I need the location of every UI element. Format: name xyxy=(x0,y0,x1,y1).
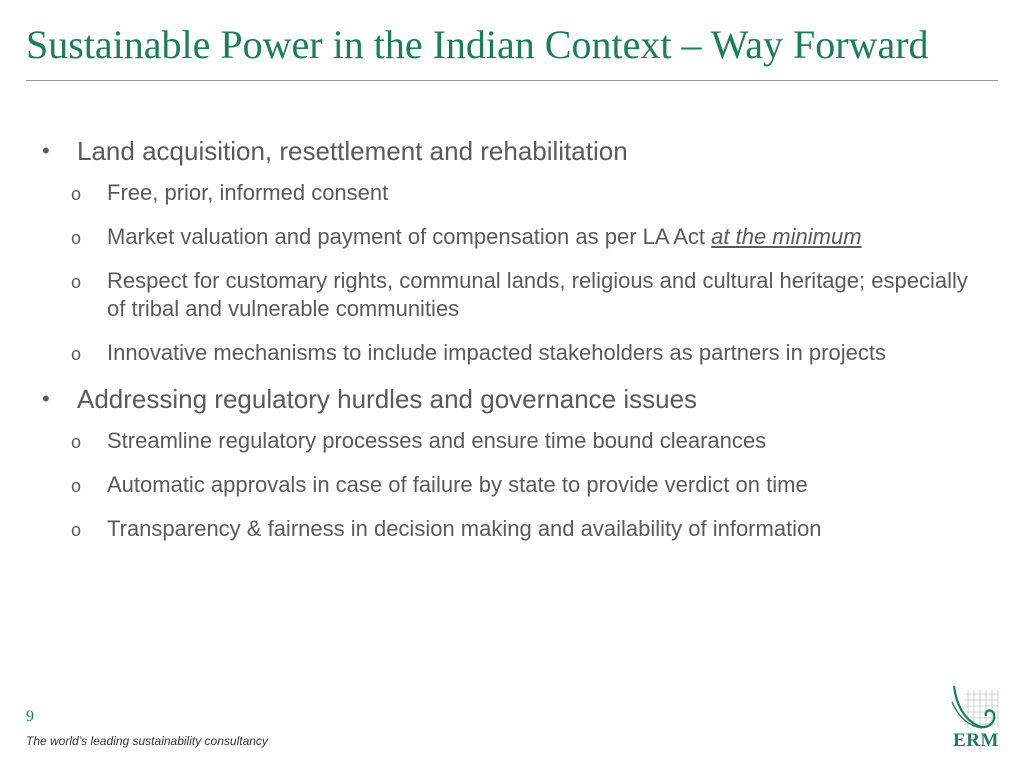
subitem xyxy=(71,339,977,367)
subitem-text: Automatic approvals in case of failure by state to provide verdict on time xyxy=(107,472,808,497)
footer-tagline: The world’s leading sustainability consultancy xyxy=(26,734,268,748)
subitem-marker: o xyxy=(71,432,82,452)
subitem-marker: o xyxy=(71,184,82,204)
subitem xyxy=(71,427,977,455)
subitem-text: Innovative mechanisms to include impacted stakeholders as partners in projects xyxy=(107,340,886,365)
subitem xyxy=(71,267,977,323)
subitem xyxy=(71,223,977,251)
subitem-text: Respect for customary rights, communal lands, religious and cultural heritage; especially of tribal and vulnerable communities xyxy=(107,268,968,321)
logo-text: ERM xyxy=(953,730,999,751)
bullet-regulatory-hurdles xyxy=(40,383,980,415)
subitem-emphasis: at the minimum xyxy=(711,224,862,249)
subitem-marker: o xyxy=(71,520,82,540)
subitem-text: Free, prior, informed consent xyxy=(107,180,389,205)
slide-body xyxy=(40,135,980,559)
subitem xyxy=(71,471,977,499)
bullet-text: Addressing regulatory hurdles and governance issues xyxy=(77,384,698,414)
subitem-marker: o xyxy=(71,228,82,248)
subitem-text: Streamline regulatory processes and ensure time bound clearances xyxy=(107,428,767,453)
subitem-text: Market valuation and payment of compensation as per LA Act xyxy=(107,224,712,249)
bullet-land-acquisition xyxy=(40,135,980,167)
page-number: 9 xyxy=(26,708,34,725)
subitem-marker: o xyxy=(71,344,82,364)
subitem xyxy=(71,179,977,207)
subitem xyxy=(71,515,977,543)
subitem-marker: o xyxy=(71,476,82,496)
bullet-marker: • xyxy=(42,386,50,411)
subitem-text: Transparency & fairness in decision making and availability of information xyxy=(107,516,822,541)
bullet-marker: • xyxy=(42,138,50,163)
bullet-text: Land acquisition, resettlement and rehabilitation xyxy=(77,136,628,166)
title-divider xyxy=(26,80,998,81)
slide-title: Sustainable Power in the Indian Context – Way Forward xyxy=(26,22,929,67)
subitem-marker: o xyxy=(71,272,82,292)
